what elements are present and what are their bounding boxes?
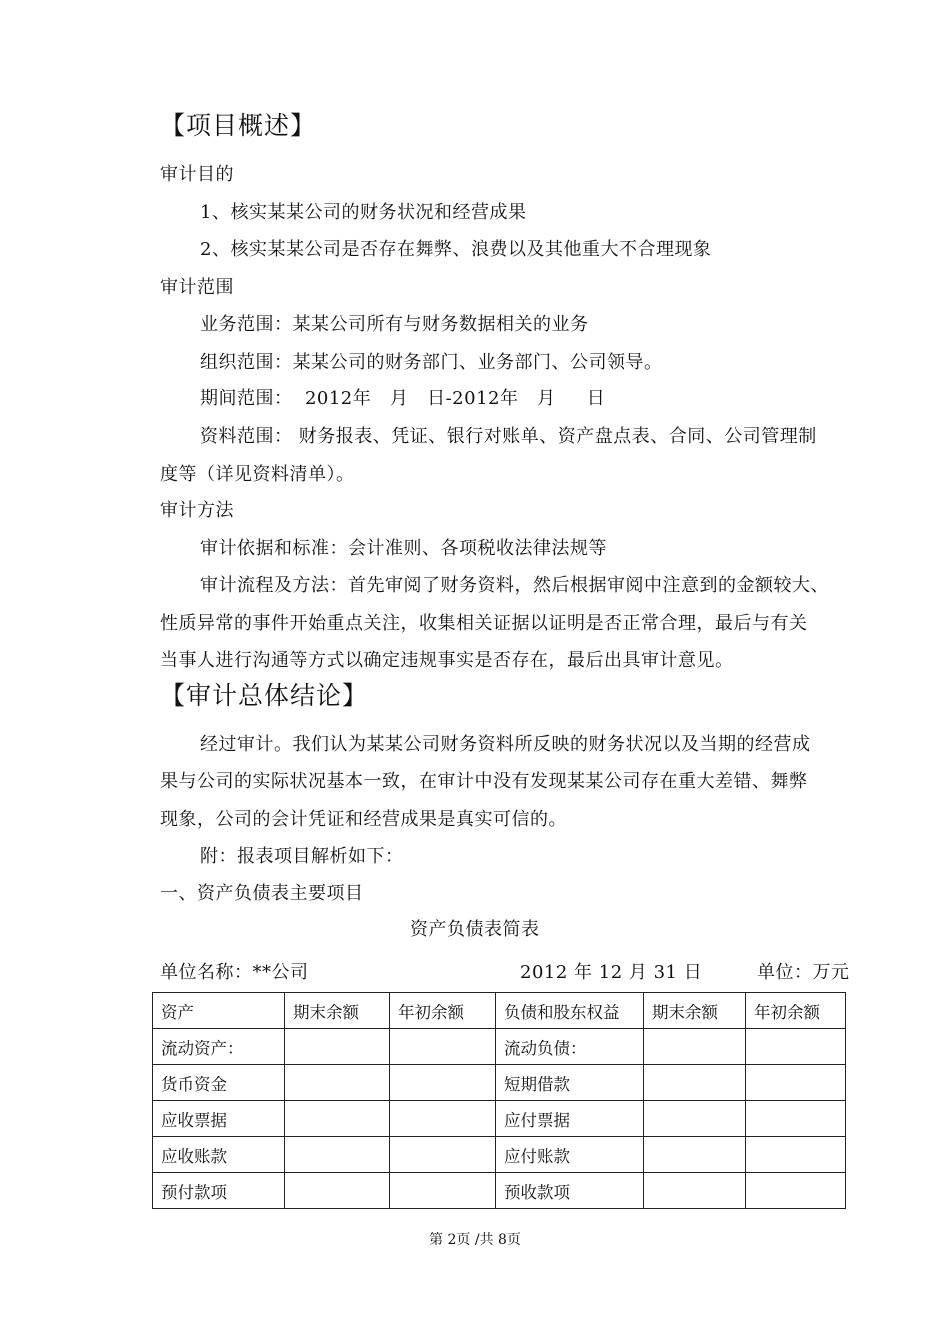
conclusion-heading: 【审计总体结论】 xyxy=(160,681,369,710)
balance-sheet-table xyxy=(152,992,846,1209)
table-cell xyxy=(285,1101,390,1137)
table-cell xyxy=(285,1065,390,1101)
table-cell xyxy=(285,1173,390,1209)
balance-sheet-heading: 一、资产负债表主要项目 xyxy=(160,883,364,904)
table-row xyxy=(153,1065,846,1101)
table-cell xyxy=(390,1137,496,1173)
header-cell: 期末余额 xyxy=(644,993,746,1029)
table-cell xyxy=(644,1065,746,1101)
table-cell xyxy=(746,1065,846,1101)
table-cell: 预付款项 xyxy=(153,1173,285,1209)
overview-heading: 【项目概述】 xyxy=(160,111,317,140)
table-title: 资产负债表简表 xyxy=(410,919,540,940)
table-cell xyxy=(390,1029,496,1065)
purpose-heading: 审计目的 xyxy=(160,164,234,185)
purpose-item-1: 1、核实某某公司的财务状况和经营成果 xyxy=(200,202,527,223)
purpose-item-2: 2、核实某某公司是否存在舞弊、浪费以及其他重大不合理现象 xyxy=(200,239,712,260)
header-cell: 年初余额 xyxy=(746,993,846,1029)
table-cell xyxy=(390,1101,496,1137)
scope-material-line2: 度等（详见资料清单）。 xyxy=(160,464,355,485)
table-cell xyxy=(285,1029,390,1065)
table-cell xyxy=(390,1065,496,1101)
table-cell: 短期借款 xyxy=(496,1065,644,1101)
scope-heading: 审计范围 xyxy=(160,277,234,298)
table-cell xyxy=(390,1173,496,1209)
header-cell: 资产 xyxy=(153,993,285,1029)
table-row xyxy=(153,1173,846,1209)
method-process-line1: 审计流程及方法：首先审阅了财务资料，然后根据审阅中注意到的金额较大、 xyxy=(200,575,829,596)
table-cell: 应收票据 xyxy=(153,1101,285,1137)
report-date: 2012 年 12 月 31 日 xyxy=(520,962,703,983)
table-cell xyxy=(644,1137,746,1173)
table-cell: 流动资产： xyxy=(153,1029,285,1065)
table-cell xyxy=(746,1173,846,1209)
method-process-line2: 性质异常的事件开始重点关注，收集相关证据以证明是否正常合理，最后与有关 xyxy=(160,613,808,634)
scope-business: 业务范围：某某公司所有与财务数据相关的业务 xyxy=(200,314,589,335)
table-row xyxy=(153,1137,846,1173)
table-cell: 预收款项 xyxy=(496,1173,644,1209)
table-cell xyxy=(644,1029,746,1065)
header-cell: 年初余额 xyxy=(390,993,496,1029)
conclusion-line3: 现象，公司的会计凭证和经营成果是真实可信的。 xyxy=(160,809,567,830)
table-cell: 流动负债： xyxy=(496,1029,644,1065)
appendix-note: 附：报表项目解析如下： xyxy=(200,846,404,867)
table-cell xyxy=(746,1029,846,1065)
method-process-line3: 当事人进行沟通等方式以确定违规事实是否存在，最后出具审计意见。 xyxy=(160,650,734,671)
table-cell: 应收账款 xyxy=(153,1137,285,1173)
table-cell xyxy=(746,1137,846,1173)
table-header-row xyxy=(153,993,846,1029)
header-cell: 负债和股东权益 xyxy=(496,993,644,1029)
scope-material-line1: 资料范围： 财务报表、凭证、银行对账单、资产盘点表、合同、公司管理制 xyxy=(200,426,817,447)
table-cell: 货币资金 xyxy=(153,1065,285,1101)
table-cell: 应付票据 xyxy=(496,1101,644,1137)
conclusion-line1: 经过审计。我们认为某某公司财务资料所反映的财务状况以及当期的经营成 xyxy=(200,734,811,755)
conclusion-line2: 果与公司的实际状况基本一致，在审计中没有发现某某公司存在重大差错、舞弊 xyxy=(160,771,808,792)
method-heading: 审计方法 xyxy=(160,500,234,521)
table-row xyxy=(153,1029,846,1065)
table-cell xyxy=(285,1137,390,1173)
unit-label: 单位：万元 xyxy=(757,962,850,983)
table-cell xyxy=(644,1101,746,1137)
scope-org: 组织范围：某某公司的财务部门、业务部门、公司领导。 xyxy=(200,352,663,373)
header-cell: 期末余额 xyxy=(285,993,390,1029)
unit-name: 单位名称：**公司 xyxy=(160,962,309,983)
table-row xyxy=(153,1101,846,1137)
page-footer: 第 2页 /共 8页 xyxy=(429,1232,521,1248)
table-cell xyxy=(746,1101,846,1137)
table-cell xyxy=(644,1173,746,1209)
method-basis: 审计依据和标准：会计准则、各项税收法律法规等 xyxy=(200,538,607,559)
scope-period: 期间范围： 2012年 月 日-2012年 月 日 xyxy=(200,388,606,409)
table-cell: 应付账款 xyxy=(496,1137,644,1173)
